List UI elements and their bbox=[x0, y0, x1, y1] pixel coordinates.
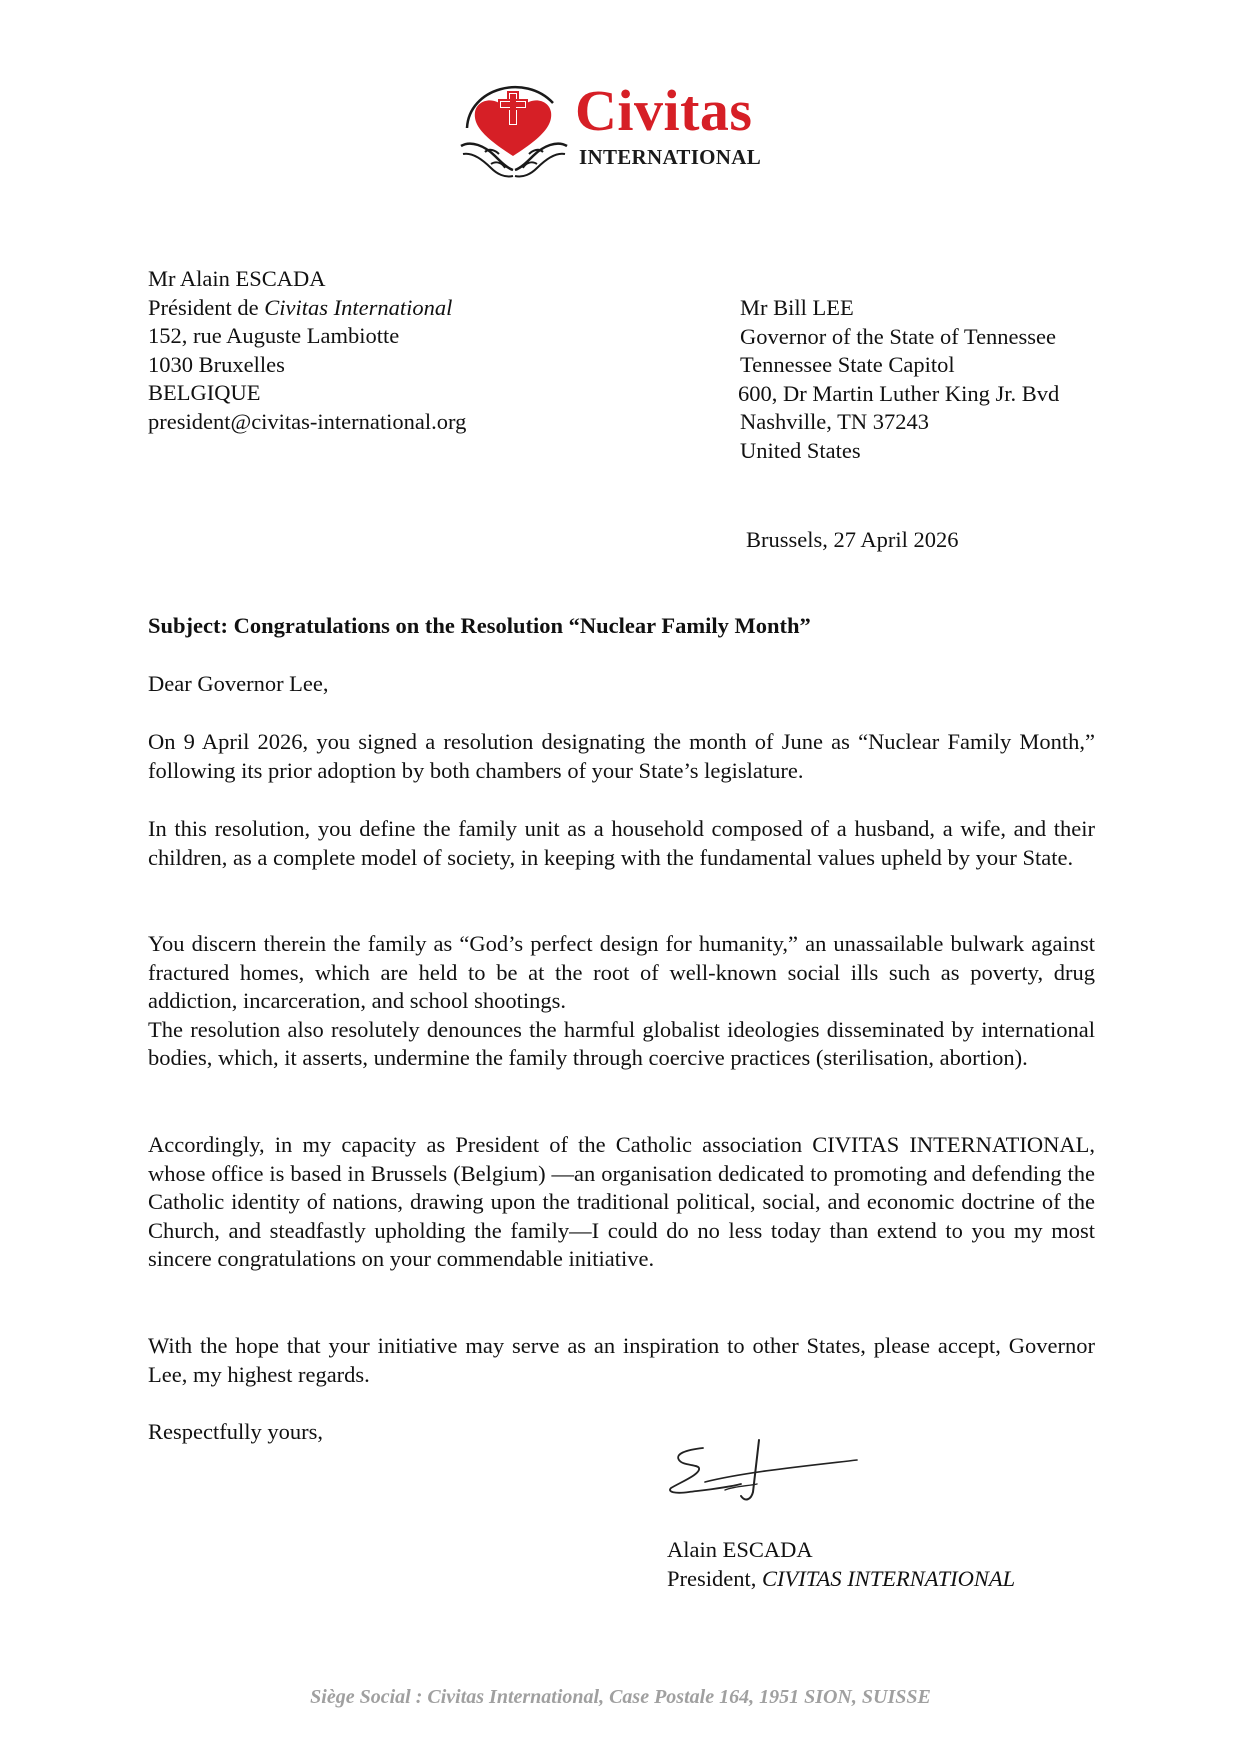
letter-subject: Subject: Congratulations on the Resolution “Nuclear Family Month” bbox=[148, 613, 811, 638]
recipient-building: Tennessee State Capitol bbox=[740, 352, 955, 378]
logo-subtitle: INTERNATIONAL bbox=[579, 145, 762, 169]
heart-hands-icon bbox=[455, 68, 575, 186]
paragraph-text: You discern therein the family as “God’s perfect design for humanity,” an unassailable bulwark against fractured homes, which are held to be at the root of well-known social ills such as poverty, drug addiction, incarceration, and school shootings. bbox=[148, 931, 1095, 1014]
sender-city: 1030 Bruxelles bbox=[148, 351, 285, 377]
paragraph-text: In this resolution, you define the family unit as a household composed of a husband, a wife, and their children, as a complete model of society, in keeping with the fundamental values upheld by your State. bbox=[148, 816, 1095, 870]
paragraph-5 bbox=[148, 1332, 1095, 1389]
handwritten-signature bbox=[665, 1436, 865, 1521]
recipient-city: Nashville, TN 37243 bbox=[740, 409, 929, 435]
civitas-logo bbox=[455, 68, 805, 186]
sender-address bbox=[148, 265, 466, 437]
sender-title bbox=[148, 294, 466, 323]
signer-name: Alain ESCADA bbox=[667, 1537, 813, 1562]
signer-title bbox=[667, 1565, 1015, 1594]
signature-icon bbox=[665, 1436, 865, 1516]
paragraph-2 bbox=[148, 815, 1095, 872]
salutation: Dear Governor Lee, bbox=[148, 671, 329, 696]
letter-date: Brussels, 27 April 2026 bbox=[746, 527, 959, 552]
paragraph-4 bbox=[148, 1131, 1095, 1274]
recipient-country: United States bbox=[740, 437, 861, 463]
paragraph-1 bbox=[148, 728, 1095, 785]
recipient-title: Governor of the State of Tennessee bbox=[740, 323, 1057, 349]
sender-country: BELGIQUE bbox=[148, 380, 261, 406]
sender-title-prefix: Président de bbox=[148, 294, 265, 320]
logo-wordmark: Civitas bbox=[575, 78, 753, 143]
signer-block bbox=[667, 1536, 1015, 1593]
sender-title-org: Civitas International bbox=[264, 294, 453, 320]
recipient-address bbox=[740, 294, 1059, 466]
paragraph-text: Accordingly, in my capacity as President of the Catholic association CIVITAS INTERNATIONAL, whose office is based in Brussels (Belgium) —an organisation dedicated to promoting and defending the Catholic identity of nations, drawing upon the traditional political, social, and economic doctrine of the Church, and steadfastly upholding the family—I could do no less today than extend to you my most sincere congratulations on your commendable initiative. bbox=[148, 1132, 1095, 1272]
recipient-street: 600, Dr Martin Luther King Jr. Bvd bbox=[738, 380, 1060, 406]
paragraph-text: On 9 April 2026, you signed a resolution designating the month of June as “Nuclear Family Month,” following its prior adoption by both chambers of your State’s legislature. bbox=[148, 729, 1095, 783]
signer-title-prefix: President, bbox=[667, 1565, 762, 1591]
paragraph-text: The resolution also resolutely denounces the harmful globalist ideologies disseminated by international bodies, which, it asserts, undermine the family through coercive practices (sterilisation, abortion). bbox=[148, 1016, 1095, 1071]
sender-email[interactable]: president@civitas-international.org bbox=[148, 408, 467, 434]
closing: Respectfully yours, bbox=[148, 1419, 323, 1444]
sender-street: 152, rue Auguste Lambiotte bbox=[148, 323, 400, 349]
signer-title-org: CIVITAS INTERNATIONAL bbox=[762, 1565, 1016, 1591]
sender-name: Mr Alain ESCADA bbox=[148, 266, 326, 291]
paragraph-text: With the hope that your initiative may serve as an inspiration to other States, please accept, Governor Lee, my highest regards. bbox=[148, 1333, 1095, 1387]
footer-address: Siège Social : Civitas International, Case Postale 164, 1951 SION, SUISSE bbox=[310, 1686, 931, 1708]
paragraph-3 bbox=[148, 930, 1095, 1073]
recipient-name: Mr Bill LEE bbox=[740, 295, 854, 320]
